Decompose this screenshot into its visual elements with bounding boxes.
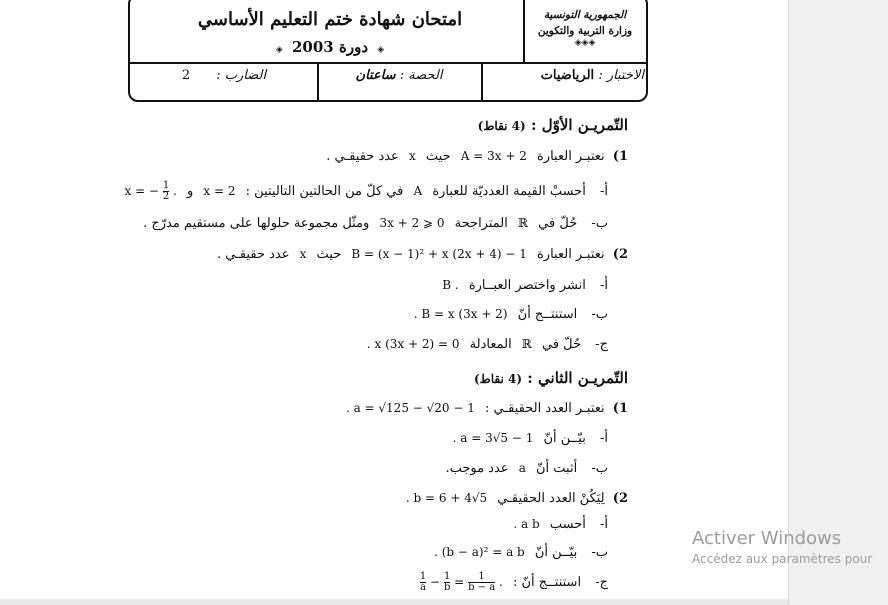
question-number: 1): [612, 401, 628, 416]
math-expression: . a = √125 − √20 − 1: [345, 401, 475, 415]
question-text: أثبت أنّ: [536, 461, 578, 476]
ex2-question-2c: [414, 572, 608, 593]
question-number: 2): [612, 491, 628, 506]
sub-question-label: أ-: [599, 278, 608, 293]
math-end: .: [173, 184, 177, 198]
math-expression: [419, 571, 503, 593]
exam-title: امتحان شهادة ختم التعليم الأساسي: [197, 9, 463, 30]
math-expression: B = (x − 1)² + x (2x + 4) − 1: [351, 247, 527, 261]
sub-question-label: ب-: [591, 545, 608, 560]
question-text: بيّــن أنّ: [543, 431, 586, 446]
viewer-gutter: [788, 0, 888, 605]
question-number: 1): [612, 149, 628, 164]
question-text: و: [187, 184, 194, 199]
exercise-points: (4 نقاط): [473, 372, 523, 386]
math-expression: . a = 3√5 − 1: [452, 431, 534, 445]
exercise-title-text: التّمريـن الثاني :: [527, 369, 628, 387]
sub-question-label: أ-: [599, 517, 608, 532]
ex1-question-2c: [361, 335, 608, 354]
horizontal-scrollbar[interactable]: [0, 599, 788, 605]
math-expression: 3x + 2 ⩾ 0: [379, 216, 445, 230]
fraction: [468, 572, 495, 593]
fraction-denominator: b: [443, 582, 451, 593]
math-expression: [124, 180, 177, 202]
question-text: حيث: [316, 247, 342, 262]
fraction-denominator: b − a: [468, 582, 496, 593]
ex1-question-2: [217, 245, 628, 264]
exercise-title-text: التّمريـن الأوّل :: [530, 116, 628, 134]
question-text: استنتــج أنّ: [517, 307, 578, 322]
ex2-question-1: [340, 399, 628, 418]
question-text: ومثّل مجموعة حلولها على مستقيم مدرّج .: [143, 216, 370, 231]
sub-question-label: ب-: [591, 216, 608, 231]
question-text: نعتبـر العبارة: [536, 149, 605, 164]
ex2-question-1a: [447, 429, 608, 448]
sub-question-label: ج-: [595, 575, 608, 590]
math-variable: A: [413, 184, 423, 198]
exam-session: [170, 38, 490, 56]
ministry-name: وزارة التربية والتكوين: [537, 25, 633, 37]
session-label: دورة: [338, 38, 368, 56]
fraction: [444, 572, 450, 593]
math-expression: . (b − a)² = a b: [434, 545, 525, 559]
math-expression: . b = 6 + 4√5: [405, 491, 488, 505]
question-text: نعتبـر العبارة: [536, 247, 605, 262]
sub-question-label: ب-: [591, 461, 608, 476]
exercise-2-title: [474, 369, 628, 388]
duration-cell: [322, 68, 476, 92]
ex1-question-2b: [408, 305, 608, 324]
question-text: حُلّ في: [541, 337, 582, 352]
ex2-question-2a: [507, 515, 608, 534]
math-expression: . B = x (3x + 2): [413, 307, 508, 321]
ex1-question-1a: [118, 181, 608, 202]
math-variable: B .: [442, 278, 459, 292]
question-text: أحسبْ القيمة العدديّة للعبارة: [432, 184, 586, 199]
question-text: حُلّ في: [538, 216, 578, 231]
question-text: انشر واختصر العبــارة: [468, 278, 586, 293]
fraction-numerator: 1: [419, 571, 427, 582]
exam-subject: الرياضيات: [540, 68, 595, 83]
math-expression: . x (3x + 2) = 0: [366, 337, 460, 351]
watermark-subtitle: Accédez aux paramètres pour: [692, 552, 873, 566]
fraction-numerator: 1: [443, 571, 451, 582]
sub-question-label: أ-: [599, 184, 608, 199]
math-operator: =: [454, 575, 465, 589]
ex2-question-2b: [428, 543, 608, 562]
windows-activation-watermark: [692, 528, 872, 566]
watermark-title: Activer Windows: [692, 528, 842, 549]
math-end: .: [499, 575, 503, 589]
exam-subject-cell: [486, 68, 644, 92]
math-variable: x: [299, 247, 307, 261]
question-text: المعادلة: [469, 337, 512, 352]
real-numbers-symbol: ℝ: [521, 337, 532, 351]
ex1-question-2a: [436, 276, 608, 295]
question-text: عدد موجب.: [445, 461, 509, 476]
fraction-denominator: 2: [162, 191, 170, 202]
question-text: بيّــن أنّ: [534, 545, 578, 560]
coefficient-value: 2: [181, 68, 191, 83]
fraction: [163, 181, 169, 202]
coefficient-label: الضارب :: [216, 68, 267, 83]
diamond-ornament: ◈◈◈: [574, 38, 596, 48]
header-divider: [481, 62, 483, 100]
question-text: نعتبـر العدد الحقيقـي :: [485, 401, 605, 416]
country-name: الجمهورية التونسية: [543, 9, 627, 21]
session-year: 2003: [291, 38, 334, 56]
math-expression: . a b: [513, 517, 540, 531]
exercise-1-title: [478, 116, 628, 135]
fraction-numerator: 1: [162, 180, 170, 191]
question-text: أحسب: [549, 517, 586, 532]
question-text: في كلّ من الحالتين التاليتين :: [245, 184, 404, 199]
ex1-question-1b: [143, 214, 608, 233]
math-variable: a: [518, 461, 526, 475]
math-operator: −: [430, 575, 441, 589]
sub-question-label: أ-: [599, 431, 608, 446]
diamond-icon: ◈: [377, 45, 385, 55]
exam-header: [128, 0, 648, 102]
real-numbers-symbol: ℝ: [518, 216, 528, 230]
exercise-points: (4 نقاط): [477, 119, 526, 133]
fraction: [420, 572, 426, 593]
sub-question-label: ب-: [591, 307, 608, 322]
question-text: عدد حقيقـي .: [326, 149, 399, 164]
math-lhs: x = −: [124, 184, 159, 198]
question-text: لِيَكُنْ العدد الحقيقـي: [497, 491, 605, 506]
duration-value: ساعتان: [355, 68, 396, 83]
header-divider: [130, 62, 646, 64]
ex2-question-2: [400, 489, 628, 508]
math-expression: A = 3x + 2: [460, 149, 527, 163]
coefficient-cell: [136, 68, 312, 92]
question-text: استنتــج أنّ :: [512, 575, 582, 590]
exam-label: الاختبار :: [598, 68, 644, 83]
fraction-numerator: 1: [478, 571, 485, 582]
ex2-question-1b: [445, 459, 608, 478]
question-text: حيث: [425, 149, 451, 164]
duration-label: الحصة :: [399, 68, 443, 83]
question-number: 2): [612, 247, 628, 262]
diamond-icon: ◈: [275, 45, 283, 55]
math-expression: x = 2: [203, 184, 236, 198]
ex1-question-1: [326, 147, 628, 166]
sub-question-label: ج-: [595, 337, 608, 352]
fraction-denominator: a: [420, 582, 427, 593]
question-text: المتراجحة: [454, 216, 508, 231]
math-variable: x: [408, 149, 416, 163]
question-text: عدد حقيقـي .: [216, 247, 290, 262]
header-divider: [317, 62, 319, 100]
